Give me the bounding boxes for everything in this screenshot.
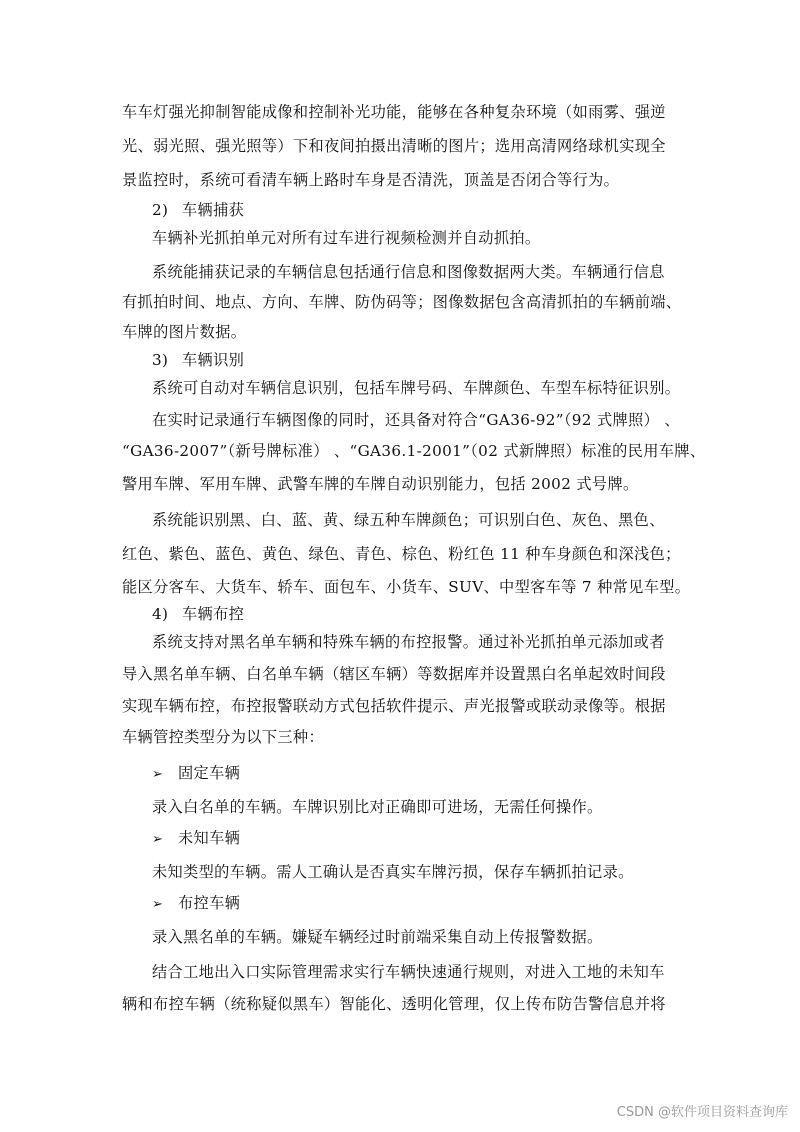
section-heading xyxy=(0,200,800,220)
body-text-line: 实现车辆布控，布控报警联动方式包括软件提示、声光报警或联动录像等。根据 xyxy=(122,697,666,715)
bullet-title: 固定车辆 xyxy=(178,764,241,782)
arrow-bullet-icon: ➢ xyxy=(152,897,164,912)
section-title: 车辆识别 xyxy=(182,351,245,369)
body-text-line: 能区分客车、大货车、轿车、面包车、小货车、SUV、中型客车等 7 种常见车型。 xyxy=(122,578,691,596)
watermark: CSDN @软件项目资料查询库 xyxy=(616,1105,788,1120)
bullet-description: 录入白名单的车辆。车牌识别比对正确即可进场，无需任何操作。 xyxy=(152,798,603,816)
section-title: 车辆布控 xyxy=(182,605,245,623)
body-text-line: “GA36-2007”（新号牌标准） 、“GA36.1-2001”（02 式新牌照）标准的民用车牌、 xyxy=(122,442,706,460)
body-text-line: 红色、紫色、蓝色、黄色、绿色、青色、棕色、粉红色 11 种车身颜色和深浅色； xyxy=(122,545,681,563)
body-text-line: 车辆补光抓拍单元对所有过车进行视频检测并自动抓拍。 xyxy=(152,229,541,247)
body-text-line: 警用车牌、军用车牌、武警车牌的车牌自动识别能力，包括 2002 式号牌。 xyxy=(122,475,639,493)
bullet-heading xyxy=(0,893,800,915)
bullet-title: 未知车辆 xyxy=(178,829,241,847)
section-number: 2) xyxy=(152,201,169,219)
body-text-line: 结合工地出入口实际管理需求实行车辆快速通行规则，对进入工地的未知车 xyxy=(152,963,665,981)
section-heading xyxy=(0,604,800,624)
bullet-description: 未知类型的车辆。需人工确认是否真实车牌污损，保存车辆抓拍记录。 xyxy=(152,863,634,881)
body-text-line: 系统支持对黑名单车辆和特殊车辆的布控报警。通过补光抓拍单元添加或者 xyxy=(152,633,665,651)
body-text-line: 在实时记录通行车辆图像的同时，还具备对符合“GA36-92”（92 式牌照） 、 xyxy=(152,411,680,429)
bullet-title: 布控车辆 xyxy=(178,894,241,912)
body-text-line: 景监控时，系统可看清车辆上路时车身是否清洗，顶盖是否闭合等行为。 xyxy=(122,171,620,189)
section-title: 车辆捕获 xyxy=(182,201,245,219)
body-text-line: 系统能识别黑、白、蓝、黄、绿五种车牌颜色；可识别白色、灰色、黑色、 xyxy=(152,511,665,529)
body-text-line: 辆和布控车辆（统称疑似黑车）智能化、透明化管理，仅上传布防告警信息并将 xyxy=(122,995,666,1013)
body-text-line: 有抓拍时间、地点、方向、车牌、防伪码等；图像数据包含高清抓拍的车辆前端、 xyxy=(122,293,682,311)
body-text-line: 车车灯强光抑制智能成像和控制补光功能，能够在各种复杂环境（如雨雾、强逆 xyxy=(122,103,666,121)
section-number: 4) xyxy=(152,605,169,623)
bullet-description: 录入黑名单的车辆。嫌疑车辆经过时前端采集自动上传报警数据。 xyxy=(152,928,603,946)
arrow-bullet-icon: ➢ xyxy=(152,832,164,847)
body-text-line: 光、弱光照、强光照等）下和夜间拍摄出清晰的图片；选用高清网络球机实现全 xyxy=(122,137,666,155)
body-text-line: 导入黑名单车辆、白名单车辆（辖区车辆）等数据库并设置黑白名单起效时间段 xyxy=(122,665,666,683)
section-number: 3) xyxy=(152,351,169,369)
arrow-bullet-icon: ➢ xyxy=(152,767,164,782)
body-text-line: 车牌的图片数据。 xyxy=(122,323,247,341)
section-heading xyxy=(0,350,800,370)
body-text-line: 系统可自动对车辆信息识别，包括车牌号码、车牌颜色、车型车标特征识别。 xyxy=(152,379,681,397)
body-text-line: 车辆管控类型分为以下三种： xyxy=(122,728,324,746)
body-text-line: 系统能捕获记录的车辆信息包括通行信息和图像数据两大类。车辆通行信息 xyxy=(152,263,665,281)
bullet-heading xyxy=(0,763,800,785)
bullet-heading xyxy=(0,828,800,850)
